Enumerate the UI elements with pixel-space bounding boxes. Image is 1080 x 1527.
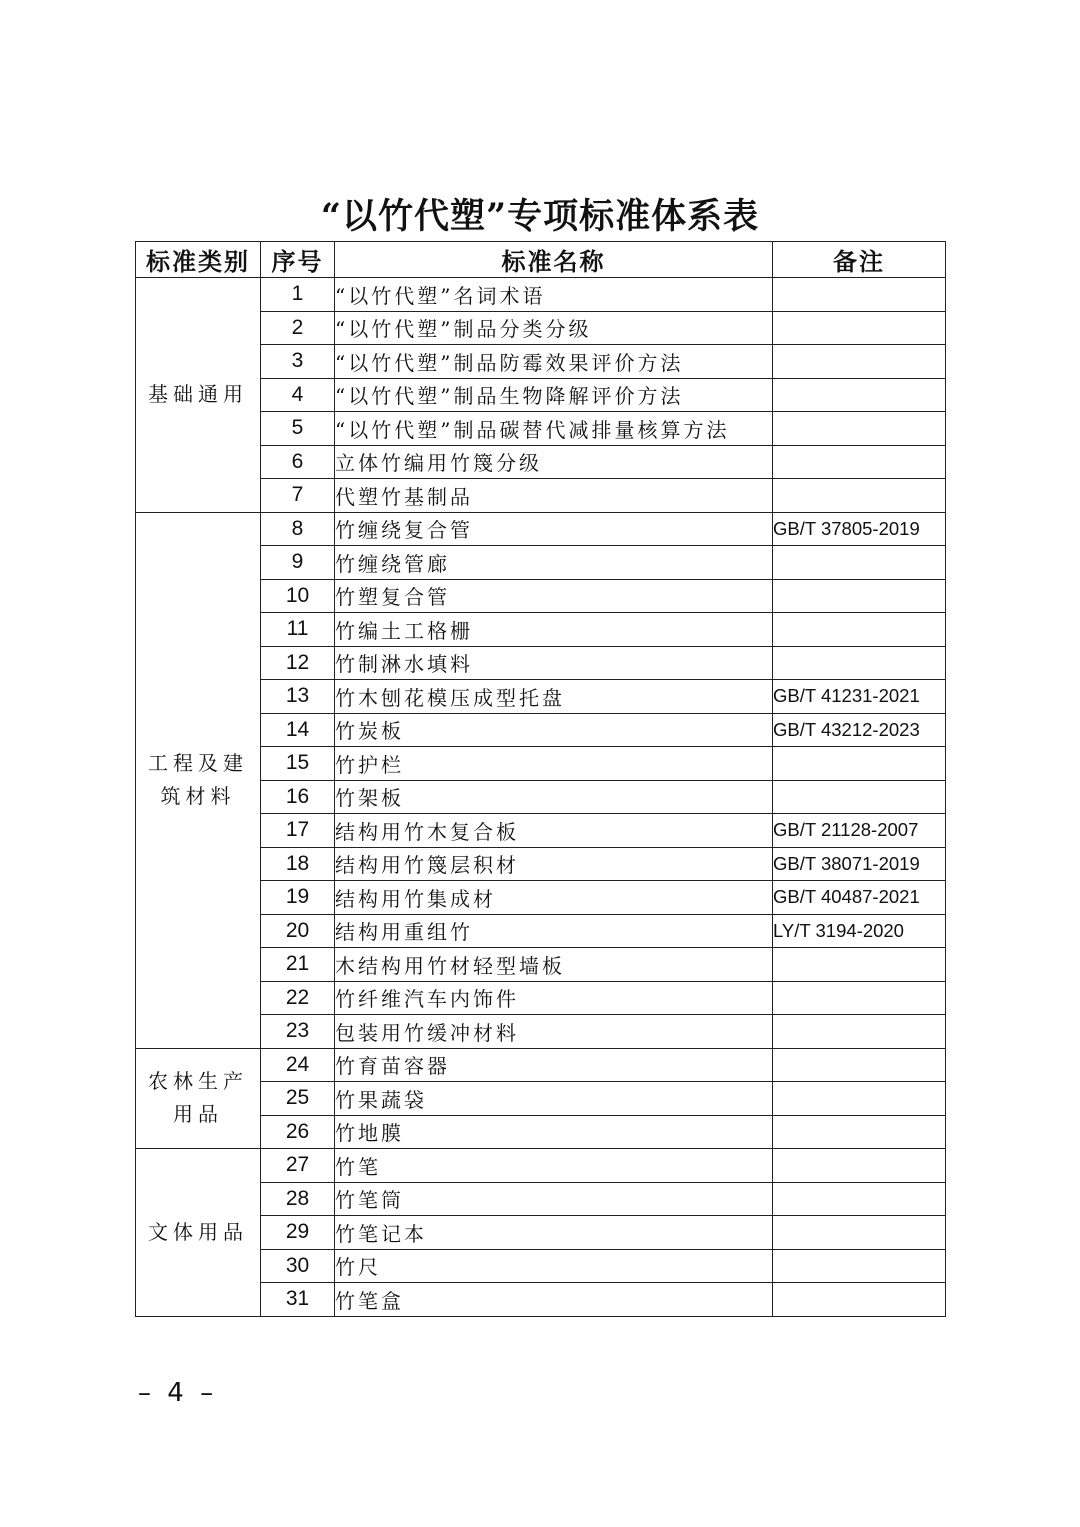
table-row (136, 512, 946, 546)
number-cell: 11 (261, 613, 335, 647)
standard-name-cell: 木结构用竹材轻型墙板 (335, 948, 773, 982)
category-cell: 文体用品 (136, 1149, 261, 1317)
note-cell (773, 1149, 946, 1183)
standard-name-cell: 竹制淋水填料 (335, 646, 773, 680)
standard-name-cell: 竹木刨花模压成型托盘 (335, 680, 773, 714)
number-cell: 17 (261, 814, 335, 848)
note-cell (773, 1048, 946, 1082)
number-cell: 27 (261, 1149, 335, 1183)
note-cell (773, 579, 946, 613)
number-cell: 1 (261, 278, 335, 312)
note-cell (773, 981, 946, 1015)
number-cell: 7 (261, 479, 335, 513)
note-cell (773, 278, 946, 312)
number-cell: 15 (261, 747, 335, 781)
column-header-category: 标准类别 (136, 242, 261, 278)
standard-name-cell: 竹护栏 (335, 747, 773, 781)
standards-table (135, 241, 946, 1317)
number-cell: 9 (261, 546, 335, 580)
category-cell: 农林生产用品 (136, 1048, 261, 1149)
number-cell: 6 (261, 445, 335, 479)
number-cell: 4 (261, 378, 335, 412)
number-cell: 31 (261, 1283, 335, 1317)
note-cell (773, 378, 946, 412)
table-row (136, 1048, 946, 1082)
number-cell: 3 (261, 345, 335, 379)
number-cell: 2 (261, 311, 335, 345)
number-cell: 12 (261, 646, 335, 680)
note-cell: GB/T 21128-2007 (773, 814, 946, 848)
standard-name-cell: 代塑竹基制品 (335, 479, 773, 513)
note-cell (773, 479, 946, 513)
number-cell: 21 (261, 948, 335, 982)
standard-name-cell: 结构用竹集成材 (335, 881, 773, 915)
number-cell: 13 (261, 680, 335, 714)
standard-name-cell: 竹尺 (335, 1249, 773, 1283)
note-cell (773, 1216, 946, 1250)
standard-name-cell: 结构用竹篾层积材 (335, 847, 773, 881)
standard-name-cell: 竹育苗容器 (335, 1048, 773, 1082)
number-cell: 5 (261, 412, 335, 446)
column-header-name: 标准名称 (335, 242, 773, 278)
column-header-note: 备注 (773, 242, 946, 278)
category-cell: 工程及建筑材料 (136, 512, 261, 1048)
standard-name-cell: “以竹代塑”制品碳替代减排量核算方法 (335, 412, 773, 446)
standard-name-cell: “以竹代塑”制品生物降解评价方法 (335, 378, 773, 412)
number-cell: 18 (261, 847, 335, 881)
number-cell: 22 (261, 981, 335, 1015)
note-cell (773, 613, 946, 647)
page-number: – 4 – (138, 1378, 218, 1408)
page-title: “以竹代塑”专项标准体系表 (320, 196, 760, 237)
note-cell: GB/T 43212-2023 (773, 713, 946, 747)
category-cell: 基础通用 (136, 278, 261, 513)
number-cell: 25 (261, 1082, 335, 1116)
number-cell: 8 (261, 512, 335, 546)
number-cell: 28 (261, 1182, 335, 1216)
table-row (136, 278, 946, 312)
standard-name-cell: 结构用竹木复合板 (335, 814, 773, 848)
number-cell: 26 (261, 1115, 335, 1149)
note-cell: GB/T 38071-2019 (773, 847, 946, 881)
note-cell: GB/T 41231-2021 (773, 680, 946, 714)
number-cell: 29 (261, 1216, 335, 1250)
note-cell (773, 780, 946, 814)
standard-name-cell: 竹缠绕管廊 (335, 546, 773, 580)
table-row (136, 1149, 946, 1183)
note-cell: GB/T 37805-2019 (773, 512, 946, 546)
standard-name-cell: 包装用竹缓冲材料 (335, 1015, 773, 1049)
standard-name-cell: 结构用重组竹 (335, 914, 773, 948)
table-body (136, 278, 946, 1317)
note-cell (773, 445, 946, 479)
standard-name-cell: 竹架板 (335, 780, 773, 814)
note-cell (773, 1249, 946, 1283)
note-cell (773, 1082, 946, 1116)
note-cell (773, 1115, 946, 1149)
note-cell (773, 345, 946, 379)
standard-name-cell: 竹塑复合管 (335, 579, 773, 613)
note-cell (773, 1182, 946, 1216)
standard-name-cell: 竹笔盒 (335, 1283, 773, 1317)
note-cell (773, 948, 946, 982)
standard-name-cell: 竹炭板 (335, 713, 773, 747)
standard-name-cell: 竹缠绕复合管 (335, 512, 773, 546)
note-cell: GB/T 40487-2021 (773, 881, 946, 915)
standard-name-cell: 竹笔 (335, 1149, 773, 1183)
note-cell (773, 311, 946, 345)
standard-name-cell: 竹笔筒 (335, 1182, 773, 1216)
number-cell: 23 (261, 1015, 335, 1049)
note-cell (773, 412, 946, 446)
standard-name-cell: “以竹代塑”名词术语 (335, 278, 773, 312)
standard-name-cell: “以竹代塑”制品分类分级 (335, 311, 773, 345)
column-header-number: 序号 (261, 242, 335, 278)
standard-name-cell: 竹编土工格栅 (335, 613, 773, 647)
note-cell (773, 1015, 946, 1049)
standard-name-cell: 竹果蔬袋 (335, 1082, 773, 1116)
note-cell (773, 747, 946, 781)
note-cell: LY/T 3194-2020 (773, 914, 946, 948)
note-cell (773, 1283, 946, 1317)
note-cell (773, 646, 946, 680)
number-cell: 24 (261, 1048, 335, 1082)
standard-name-cell: 立体竹编用竹篾分级 (335, 445, 773, 479)
standard-name-cell: 竹笔记本 (335, 1216, 773, 1250)
number-cell: 30 (261, 1249, 335, 1283)
number-cell: 19 (261, 881, 335, 915)
standard-name-cell: “以竹代塑”制品防霉效果评价方法 (335, 345, 773, 379)
standard-name-cell: 竹地膜 (335, 1115, 773, 1149)
number-cell: 10 (261, 579, 335, 613)
note-cell (773, 546, 946, 580)
number-cell: 20 (261, 914, 335, 948)
table-header-row (136, 242, 946, 278)
standard-name-cell: 竹纤维汽车内饰件 (335, 981, 773, 1015)
number-cell: 14 (261, 713, 335, 747)
number-cell: 16 (261, 780, 335, 814)
